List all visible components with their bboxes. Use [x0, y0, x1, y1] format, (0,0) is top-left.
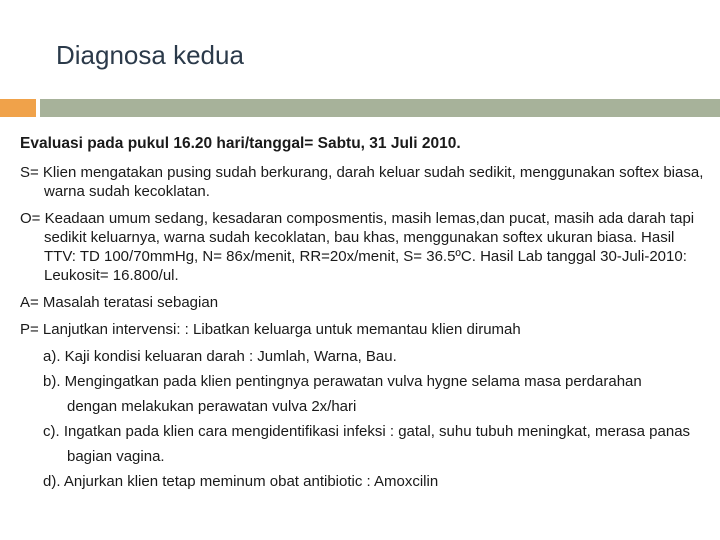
plan-item-b-continued: dengan melakukan perawatan vulva 2x/hari [67, 398, 357, 415]
paragraph-o: O= Keadaan umum sedang, kesadaran composmentis, masih lemas,dan pucat, masih ada darah tapi sedikit keluarnya, warna sudah kecoklatan, bau khas, menggunakan softex ukuran biasa. Hasil TTV: TD 100/70mmHg, N= 86x/menit, RR=20x/menit, S= 36.5ºC. Hasil Lab tanggal 30-Juli-2010: Leukosit= 16.800/ul. [20, 210, 695, 284]
evaluation-heading: Evaluasi pada pukul 16.20 hari/tanggal= Sabtu, 31 Juli 2010. [20, 135, 461, 152]
slide-title: Diagnosa kedua [56, 40, 244, 70]
plan-item-c: c). Ingatkan pada klien cara mengidentifikasi infeksi : gatal, suhu tubuh meningkat, merasa panas [43, 423, 691, 440]
paragraph-p: P= Lanjutkan intervensi: : Libatkan keluarga untuk memantau klien dirumah [20, 321, 521, 338]
paragraph-a: A= Masalah teratasi sebagian [20, 294, 219, 311]
paragraph-s: S= Klien mengatakan pusing sudah berkurang, darah keluar sudah sedikit, menggunakan softex biasa, warna sudah kecoklatan. [20, 164, 704, 200]
accent-bar-orange [0, 99, 36, 117]
plan-item-a: a). Kaji kondisi keluaran darah : Jumlah, Warna, Bau. [43, 348, 397, 365]
plan-item-c-continued: bagian vagina. [67, 448, 165, 465]
slide-content [20, 130, 710, 497]
plan-item-b: b). Mengingatkan pada klien pentingnya perawatan vulva hygne selama masa perdarahan [43, 373, 642, 390]
accent-bar-green [40, 99, 720, 117]
plan-item-d: d). Anjurkan klien tetap meminum obat antibiotic : Amoxcilin [43, 473, 439, 490]
